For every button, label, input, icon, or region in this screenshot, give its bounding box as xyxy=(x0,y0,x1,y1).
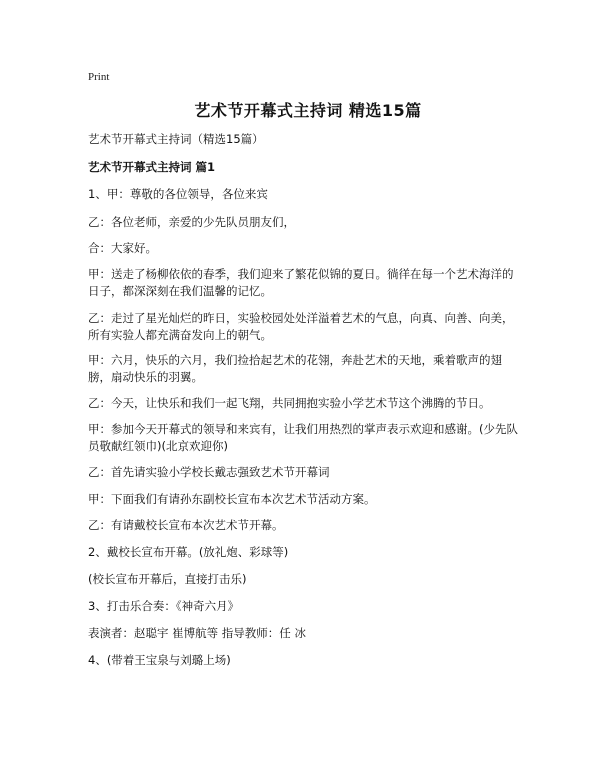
paragraph: 3、打击乐合奏：《神奇六月》 xyxy=(88,599,240,613)
page-title: 艺术节开幕式主持词 精选15篇 xyxy=(194,101,422,120)
paragraph: 甲：下面我们有请孙东副校长宣布本次艺术节活动方案。 xyxy=(88,492,376,506)
paragraph: 甲：送走了杨柳依依的春季，我们迎来了繁花似锦的夏日。徜徉在每一个艺术海洋的日子，都深深刻在我们温馨的记忆。 xyxy=(88,267,514,298)
paragraph: 4、(带着王宝泉与刘璐上场) xyxy=(88,653,231,667)
section-heading: 艺术节开幕式主持词 篇1 xyxy=(88,160,216,174)
paragraph: 表演者：赵聪宇 崔博航等 指导教师：任 冰 xyxy=(88,626,306,640)
paragraph: 乙：各位老师，亲爱的少先队员朋友们， xyxy=(88,215,295,229)
paragraph: 合：大家好。 xyxy=(88,241,157,255)
paragraph: 乙：今天，让快乐和我们一起飞翔，共同拥抱实验小学艺术节这个沸腾的节日。 xyxy=(88,396,491,410)
paragraph: 甲：参加今天开幕式的领导和来宾有，让我们用热烈的掌声表示欢迎和感谢。(少先队员敬献红领巾)(北京欢迎你) xyxy=(88,422,518,453)
document-subtitle: 艺术节开幕式主持词（精选15篇） xyxy=(88,132,264,146)
paragraph: 乙：有请戴校长宣布本次艺术节开幕。 xyxy=(88,518,284,532)
paragraph: 2、戴校长宣布开幕。(放礼炮、彩球等) xyxy=(88,545,289,559)
paragraph: (校长宣布开幕后，直接打击乐) xyxy=(88,572,247,586)
paragraph: 1、甲：尊敬的各位领导，各位来宾 xyxy=(88,187,268,201)
paragraph: 乙：首先请实验小学校长戴志强致艺术节开幕词 xyxy=(88,465,330,479)
print-link[interactable]: Print xyxy=(88,71,110,83)
paragraph: 甲：六月，快乐的六月，我们捡拾起艺术的花翎，奔赴艺术的天地，乘着歌声的翅膀，扇动快乐的羽翼。 xyxy=(88,353,502,384)
paragraph: 乙：走过了星光灿烂的昨日，实验校园处处洋溢着艺术的气息，向真、向善、向美，所有实验人都充满奋发向上的朝气。 xyxy=(88,311,514,342)
